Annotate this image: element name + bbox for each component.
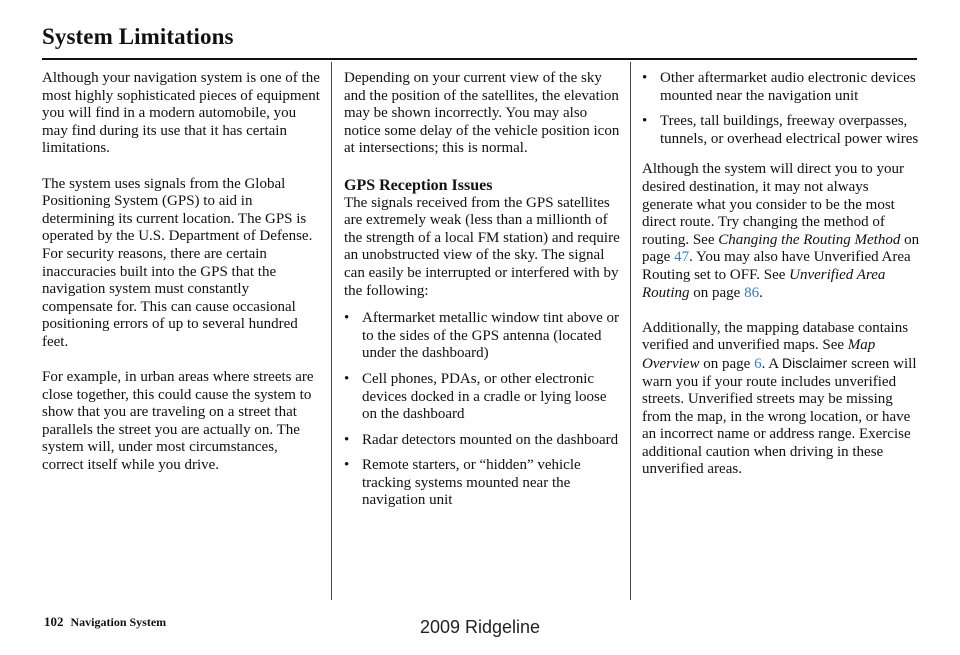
page-number: 102 [44, 614, 64, 629]
map-database-paragraph: Additionally, the mapping database contains verified and unverified maps. See Map Overview on page 6. A Disclaimer screen will warn you if your route includes unverified streets. Unverified streets may be missing from the map, in the wrong location, or have an incorrect name or address range. Exercise additional caution when driving in these unverified areas. [642, 319, 917, 478]
list-item: • Cell phones, PDAs, or other electronic devices docked in a cradle or lying loose on the dashboard [344, 371, 622, 424]
page-title: System Limitations [42, 24, 234, 49]
elevation-paragraph: Depending on your current view of the sky and the position of the satellites, the elevation may be shown incorrectly. You may also notice some delay of the vehicle position icon at intersections; this is normal. [344, 70, 620, 157]
intro-paragraph: Although your navigation system is one of the most highly sophisticated pieces of equipment you will find in a modern automobile, you may find during its use that it has certain limitations. [42, 70, 320, 157]
routing-paragraph: Although the system will direct you to your desired destination, it may not always generate what you consider to be the most direct route. Try changing the method of routing. See Changing the Routing Method on page 47. You may also have Unverified Area Routing set to OFF. See Unverified Area Routing on page 86. [642, 161, 920, 301]
page-link-86[interactable]: 86 [744, 284, 760, 301]
column-divider-right [630, 62, 631, 600]
column-divider-left [331, 62, 332, 600]
page-link-47[interactable]: 47 [674, 249, 690, 266]
urban-example-paragraph: For example, in urban areas where streets are close together, this could cause the system to show that you are traveling on a street that parallels the street you are actually on. The system will, under most circumstances, correct itself while you drive. [42, 369, 314, 474]
ref-unverified-area-routing: Unverified Area Routing [642, 266, 886, 301]
interference-list [344, 310, 622, 510]
interference-list-continued [642, 70, 920, 148]
disclaimer-term: Disclaimer [782, 354, 848, 371]
page-link-6[interactable]: 6 [754, 355, 762, 372]
gps-paragraph: The system uses signals from the Global Positioning System (GPS) to aid in determining its current location. The GPS is operated by the U.S. Department of Defense. For security reasons, there are certain inaccuracies built into the GPS that the navigation system must constantly compensate for. This can cause occasional positioning errors of up to several hundred feet. [42, 175, 313, 350]
column-right [642, 70, 920, 497]
title-rule [42, 58, 917, 60]
list-item: • Other aftermarket audio electronic devices mounted near the navigation unit [642, 70, 920, 105]
signal-paragraph: The signals received from the GPS satellites are extremely weak (less than a millionth of the strength of a local FM station) and require an unobstructed view of the sky. The signal can easily be interrupted or interfered with by the following: [344, 194, 620, 299]
ref-map-overview: Map Overview [642, 337, 876, 372]
list-item: • Radar detectors mounted on the dashboard [344, 432, 622, 450]
footer-section-name: Navigation System [70, 615, 167, 629]
list-item: • Trees, tall buildings, freeway overpasses, tunnels, or overhead electrical power wires [642, 113, 920, 148]
column-left [42, 70, 320, 492]
section-heading-gps-reception: GPS Reception Issues [344, 176, 493, 194]
column-middle [344, 70, 622, 518]
ref-changing-routing-method: Changing the Routing Method [718, 231, 901, 248]
list-item: • Remote starters, or “hidden” vehicle tracking systems mounted near the navigation unit [344, 457, 622, 510]
model-watermark: 2009 Ridgeline [419, 617, 541, 637]
list-item: • Aftermarket metallic window tint above or to the sides of the GPS antenna (located under the dashboard) [344, 310, 622, 363]
